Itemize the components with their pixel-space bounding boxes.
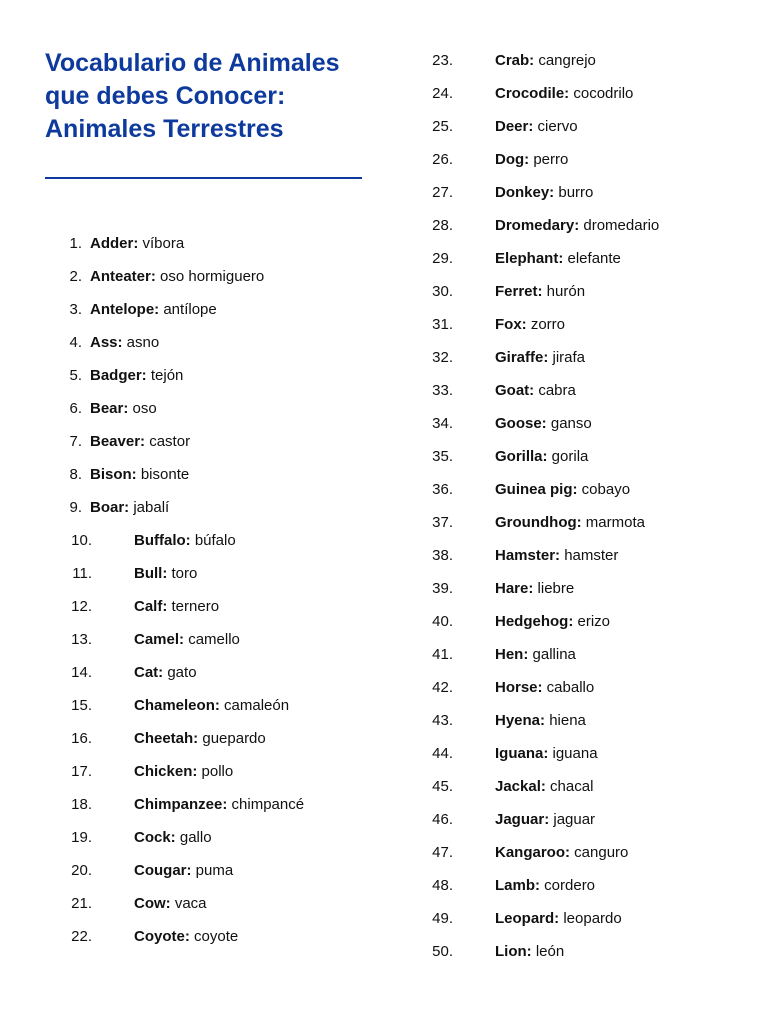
vocabulary-entry [0,491,400,524]
spanish-translation: caballo [542,679,595,696]
vocabulary-entry [395,341,768,374]
english-word: Cheetah: [134,730,199,747]
spanish-translation: toro [167,565,198,582]
entry-number: 39. [432,580,453,597]
english-word: Kangaroo: [495,844,570,861]
entry-number: 32. [432,349,453,366]
entry-number: 14. [71,664,92,681]
english-word: Chicken: [134,763,198,780]
spanish-translation: puma [191,862,234,879]
entry-number: 11. [72,565,92,582]
entry-term [134,887,207,920]
spanish-translation: pollo [197,763,234,780]
spanish-translation: hamster [560,547,619,564]
english-word: Hare: [495,580,534,597]
english-word: Cat: [134,664,164,681]
entry-number: 10. [71,532,92,549]
entry-term [90,227,184,260]
entry-term [495,77,633,110]
vocabulary-entry [0,260,400,293]
english-word: Camel: [134,631,185,648]
vocabulary-entry [0,788,400,821]
english-word: Ferret: [495,283,543,300]
vocabulary-entry [0,854,400,887]
entry-term [495,770,593,803]
entry-term [495,209,659,242]
vocabulary-entry [0,689,400,722]
english-word: Boar: [90,499,130,516]
english-word: Gorilla: [495,448,548,465]
spanish-translation: cobayo [577,481,631,498]
entry-term [90,491,169,524]
vocabulary-entry [0,590,400,623]
spanish-translation: león [531,943,565,960]
entry-term [495,341,585,374]
entry-term [495,902,622,935]
spanish-translation: perro [529,151,569,168]
entry-term [134,788,304,821]
english-word: Lion: [495,943,532,960]
vocabulary-entry [395,176,768,209]
spanish-translation: jaguar [549,811,596,828]
entry-number: 26. [432,151,453,168]
spanish-translation: canguro [570,844,629,861]
entry-number: 43. [432,712,453,729]
entry-number: 8. [69,466,82,483]
english-word: Badger: [90,367,147,384]
vocabulary-entry [395,506,768,539]
entry-term [134,920,238,953]
english-word: Horse: [495,679,543,696]
vocabulary-entry [395,473,768,506]
vocabulary-entry [0,656,400,689]
english-word: Beaver: [90,433,146,450]
vocabulary-entry [0,524,400,557]
entry-number: 17. [71,763,92,780]
spanish-translation: hurón [542,283,586,300]
spanish-translation: hiena [545,712,586,729]
spanish-translation: oso hormiguero [155,268,265,285]
vocabulary-entry [395,770,768,803]
english-word: Dromedary: [495,217,580,234]
spanish-translation: camello [184,631,240,648]
entry-term [134,854,233,887]
entry-term [90,326,159,359]
english-word: Adder: [90,235,139,252]
vocabulary-entry [0,755,400,788]
spanish-translation: bisonte [136,466,190,483]
vocabulary-entry [395,440,768,473]
english-word: Goat: [495,382,535,399]
english-word: Bison: [90,466,137,483]
entry-term [495,110,578,143]
english-word: Jackal: [495,778,546,795]
english-word: Crab: [495,52,535,69]
entry-number: 38. [432,547,453,564]
vocabulary-entry [0,392,400,425]
entry-term [134,821,212,854]
entry-term [495,935,564,968]
spanish-translation: gallina [528,646,576,663]
vocabulary-entry [0,326,400,359]
english-word: Jaguar: [495,811,550,828]
spanish-translation: iguana [548,745,598,762]
english-word: Calf: [134,598,168,615]
spanish-translation: chacal [545,778,594,795]
vocabulary-entry [395,737,768,770]
vocabulary-entry [0,821,400,854]
english-word: Donkey: [495,184,555,201]
entry-term [134,689,289,722]
spanish-translation: oso [128,400,157,417]
entry-number: 37. [432,514,453,531]
spanish-translation: cocodrilo [569,85,634,102]
vocabulary-entry [0,227,400,260]
entry-number: 34. [432,415,453,432]
english-word: Ass: [90,334,123,351]
vocabulary-entry [395,638,768,671]
entry-number: 12. [71,598,92,615]
spanish-translation: gato [163,664,197,681]
entry-term [495,473,630,506]
entry-number: 9. [69,499,82,516]
vocabulary-entry [395,308,768,341]
english-word: Guinea pig: [495,481,578,498]
vocabulary-entry [395,836,768,869]
english-word: Antelope: [90,301,160,318]
english-word: Giraffe: [495,349,549,366]
entry-term [495,374,576,407]
vocabulary-entry [395,803,768,836]
spanish-translation: cangrejo [534,52,596,69]
entry-term [495,836,628,869]
english-word: Coyote: [134,928,190,945]
spanish-translation: burro [554,184,594,201]
vocabulary-entry [395,110,768,143]
entry-number: 7. [69,433,82,450]
entry-term [495,638,576,671]
vocabulary-list-right [395,44,768,968]
entry-number: 15. [71,697,92,714]
vocabulary-entry [395,539,768,572]
entry-number: 45. [432,778,453,795]
entry-number: 30. [432,283,453,300]
entry-number: 28. [432,217,453,234]
english-word: Fox: [495,316,527,333]
entry-number: 29. [432,250,453,267]
entry-term [134,590,219,623]
vocabulary-entry [0,623,400,656]
entry-term [134,656,197,689]
vocabulary-entry [395,242,768,275]
entry-term [495,704,586,737]
entry-term [134,755,233,788]
entry-number: 41. [432,646,453,663]
entry-term [495,275,585,308]
english-word: Deer: [495,118,534,135]
vocabulary-entry [395,209,768,242]
entry-number: 46. [432,811,453,828]
entry-number: 16. [71,730,92,747]
spanish-translation: búfalo [190,532,236,549]
entry-number: 19. [71,829,92,846]
english-word: Hen: [495,646,529,663]
vocabulary-entry [395,902,768,935]
vocabulary-entry [395,605,768,638]
english-word: Hedgehog: [495,613,574,630]
entry-number: 3. [69,301,82,318]
english-word: Dog: [495,151,530,168]
spanish-translation: castor [145,433,191,450]
entry-number: 13. [71,631,92,648]
entry-number: 48. [432,877,453,894]
spanish-translation: ganso [546,415,592,432]
vocabulary-entry [395,935,768,968]
english-word: Goose: [495,415,547,432]
entry-term [495,737,598,770]
entry-term [495,308,565,341]
spanish-translation: jirafa [548,349,586,366]
spanish-translation: dromedario [579,217,660,234]
entry-number: 24. [432,85,453,102]
spanish-translation: guepardo [198,730,266,747]
entry-term [495,605,610,638]
entry-number: 49. [432,910,453,927]
vocabulary-entry [395,704,768,737]
vocabulary-entry [395,671,768,704]
spanish-translation: antílope [159,301,217,318]
vocabulary-list-left [0,227,400,953]
entry-term [495,572,574,605]
entry-term [90,359,183,392]
vocabulary-entry [395,869,768,902]
vocabulary-entry [0,359,400,392]
spanish-translation: marmota [581,514,645,531]
vocabulary-entry [0,557,400,590]
entry-term [134,722,266,755]
spanish-translation: víbora [138,235,185,252]
entry-number: 21. [71,895,92,912]
entry-term [495,803,595,836]
spanish-translation: ciervo [533,118,578,135]
entry-term [134,623,240,656]
entry-term [90,260,264,293]
spanish-translation: elefante [563,250,621,267]
entry-number: 22. [71,928,92,945]
vocabulary-entry [0,458,400,491]
entry-number: 42. [432,679,453,696]
entry-term [134,557,197,590]
entry-number: 47. [432,844,453,861]
vocabulary-entry [395,77,768,110]
english-word: Crocodile: [495,85,570,102]
spanish-translation: cabra [534,382,576,399]
entry-term [495,671,594,704]
vocabulary-entry [0,920,400,953]
entry-number: 4. [69,334,82,351]
entry-term [90,293,217,326]
entry-number: 40. [432,613,453,630]
vocabulary-entry [395,143,768,176]
entry-term [495,176,593,209]
entry-term [495,539,618,572]
entry-term [495,506,645,539]
english-word: Leopard: [495,910,560,927]
entry-number: 5. [69,367,82,384]
english-word: Bull: [134,565,168,582]
entry-number: 1. [69,235,82,252]
english-word: Lamb: [495,877,540,894]
entry-term [495,440,588,473]
title-underline [45,177,362,179]
spanish-translation: gallo [175,829,212,846]
entry-term [495,407,592,440]
entry-term [495,44,596,77]
entry-number: 27. [432,184,453,201]
entry-number: 23. [432,52,453,69]
vocabulary-entry [0,887,400,920]
english-word: Elephant: [495,250,564,267]
entry-term [134,524,236,557]
entry-number: 31. [432,316,453,333]
english-word: Groundhog: [495,514,582,531]
entry-number: 36. [432,481,453,498]
entry-number: 18. [71,796,92,813]
vocabulary-entry [0,425,400,458]
english-word: Hamster: [495,547,561,564]
entry-number: 6. [69,400,82,417]
english-word: Anteater: [90,268,156,285]
entry-term [495,869,595,902]
spanish-translation: camaleón [219,697,290,714]
spanish-translation: ternero [167,598,220,615]
entry-term [90,392,157,425]
entry-term [90,458,189,491]
entry-number: 44. [432,745,453,762]
entry-term [495,143,568,176]
english-word: Hyena: [495,712,546,729]
spanish-translation: tejón [146,367,184,384]
entry-term [90,425,190,458]
vocabulary-entry [395,572,768,605]
spanish-translation: zorro [526,316,566,333]
spanish-translation: leopardo [559,910,622,927]
spanish-translation: asno [122,334,160,351]
spanish-translation: liebre [533,580,575,597]
entry-number: 50. [432,943,453,960]
vocabulary-entry [0,293,400,326]
spanish-translation: vaca [170,895,207,912]
entry-number: 33. [432,382,453,399]
english-word: Chimpanzee: [134,796,228,813]
english-word: Iguana: [495,745,549,762]
entry-term [495,242,621,275]
spanish-translation: coyote [189,928,239,945]
english-word: Cougar: [134,862,192,879]
vocabulary-entry [395,374,768,407]
spanish-translation: chimpancé [227,796,305,813]
entry-number: 25. [432,118,453,135]
english-word: Buffalo: [134,532,191,549]
entry-number: 20. [71,862,92,879]
english-word: Bear: [90,400,129,417]
page-title: Vocabulario de Animales que debes Conocer: Animales Terrestres [45,49,340,143]
entry-number: 2. [69,268,82,285]
spanish-translation: cordero [540,877,596,894]
vocabulary-entry [395,44,768,77]
vocabulary-entry [0,722,400,755]
spanish-translation: gorila [547,448,589,465]
vocabulary-entry [395,275,768,308]
english-word: Chameleon: [134,697,220,714]
vocabulary-entry [395,407,768,440]
spanish-translation: erizo [573,613,611,630]
entry-number: 35. [432,448,453,465]
spanish-translation: jabalí [129,499,170,516]
english-word: Cock: [134,829,176,846]
english-word: Cow: [134,895,171,912]
